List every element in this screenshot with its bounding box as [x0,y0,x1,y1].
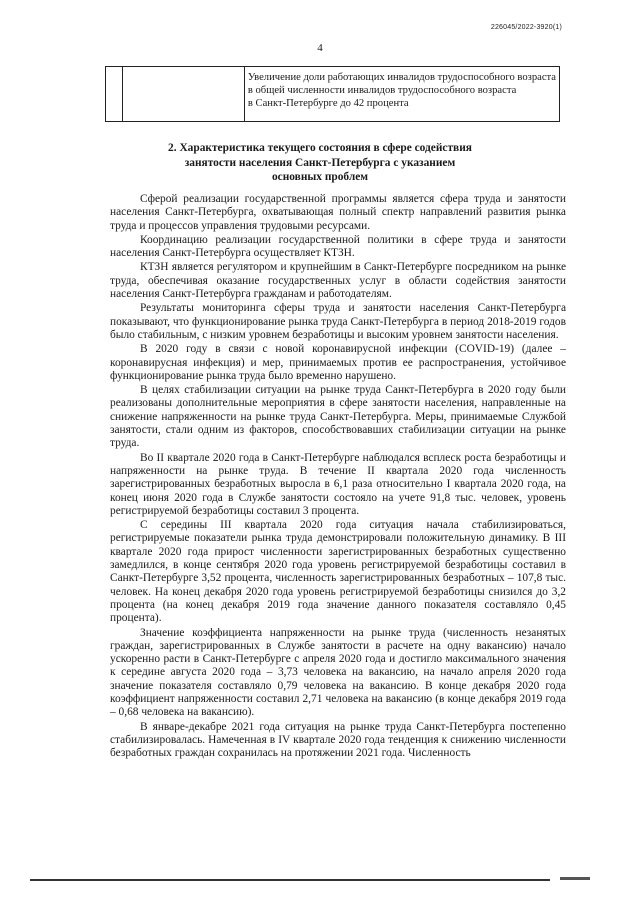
heading-line: 2. Характеристика текущего состояния в сфере содействия [168,142,472,154]
section-heading [0,141,640,185]
paragraph: Результаты мониторинга сферы труда и занятости населения Санкт-Петербурга показывают, что функционирование рынка труда Санкт-Петербурга в период 2018-2019 годов было стабильным, с низким уровнем безработицы и высоким уровнем занятости населения. [110,302,566,341]
table-cell-number [106,67,123,122]
page-bottom-rule [30,879,550,881]
paragraph: В январе-декабре 2021 года ситуация на рынке труда Санкт-Петербурга постепенно стабилизировалась. Намеченная в IV квартале 2020 года тенденция к снижению численности безработных граждан сохранилась на протяжении 2021 года. Численность [110,720,566,760]
paragraph: Сферой реализации государственной программы является сфера труда и занятости населения Санкт-Петербурга, охватывающая полный спектр направлений развития рынка труда и процессов управления трудовыми ресурсами. [110,193,566,232]
paragraph: В 2020 году в связи с новой коронавирусной инфекции (COVID-19) (далее – коронавирусная инфекция) и мер, принимаемых против ее распространения, устойчивое функционирование рынка труда было временно нарушено. [110,343,566,382]
table-text-line: в Санкт-Петербурге до 42 процента [247,98,409,109]
paragraph: С середины III квартала 2020 года ситуация начала стабилизироваться, регистрируемые показатели рынка труда демонстрировали положительную динамику. В III квартале 2020 года прирост численности зарегистрированных безработных существенно замедлился, в конце сентября 2020 года уровень регистрируемой безработицы составил в Санкт-Петербурге 3,52 процента, численность зарегистрированных безработных – 107,8 тыс. человек. На конец декабря 2020 года уровень регистрируемой безработицы снизился до 3,2 процента (на конец декабря 2019 года значение данного показателя составляло 0,45 процента). [110,519,566,625]
heading-line: основных проблем [271,171,369,183]
paragraph: КТЗН является регулятором и крупнейшим в Санкт-Петербурге посредником на рынке труда, обеспечивая оказание государственных услуг в области содействия занятости населения Санкт-Петербурга гражданам и работодателям. [110,261,566,301]
table-cell-empty [123,67,245,122]
document-id: 226045/2022-3920(1) [490,24,562,31]
table-row [106,67,560,122]
heading-line: занятости населения Санкт-Петербурга с указанием [184,156,456,169]
paragraph: Координацию реализации государственной политики в сфере труда и занятости населения Санкт-Петербурга осуществляет КТЗН. [110,233,566,260]
paragraph: Во II квартале 2020 года в Санкт-Петербурге наблюдался всплеск роста безработицы и напряженности на рынке труда. В течение II квартала 2020 года численность зарегистрированных безработных выросла в 6,1 раза относительно I квартала 2020 года, на конец июня 2020 года в Службе занятости состояло на учете 91,8 тыс. человек, уровень регистрируемой безработицы составил 3 процента. [110,451,566,517]
paragraph: В целях стабилизации ситуации на рынке труда Санкт-Петербурга в 2020 году были реализованы дополнительные мероприятия в сфере занятости населения, направленные на снижение напряженности на рынке труда Санкт-Петербурга. Меры, принимаемые Службой занятости, стали одним из факторов, способствовавших стабилизации ситуации на рынке труда. [110,384,566,450]
table-text-line: в общей численности инвалидов трудоспособного возраста [247,85,517,96]
paragraph: Значение коэффициента напряженности на рынке труда (численность незанятых граждан, зарегистрированных в Службе занятости в расчете на одну вакансию) начало ускоренно расти в Санкт-Петербурге с апреля 2020 года и достигло максимального значения к середине августа 2020 года – 3,73 человека на вакансию, на начало апреля 2020 года значение показателя составляло 0,79 человека на вакансию. В конце декабря 2020 года коэффициент напряженности составил 2,71 человека на вакансию (в конце декабря 2019 года – 0,68 человека на вакансию). [110,626,566,719]
indicator-table [105,66,560,122]
table-cell-indicator [244,67,559,122]
section-body [110,193,566,761]
page-number: 4 [317,42,323,54]
scan-edge-mark [560,877,590,880]
table-text-line: Увеличение доли работающих инвалидов трудоспособного возраста [247,72,556,83]
